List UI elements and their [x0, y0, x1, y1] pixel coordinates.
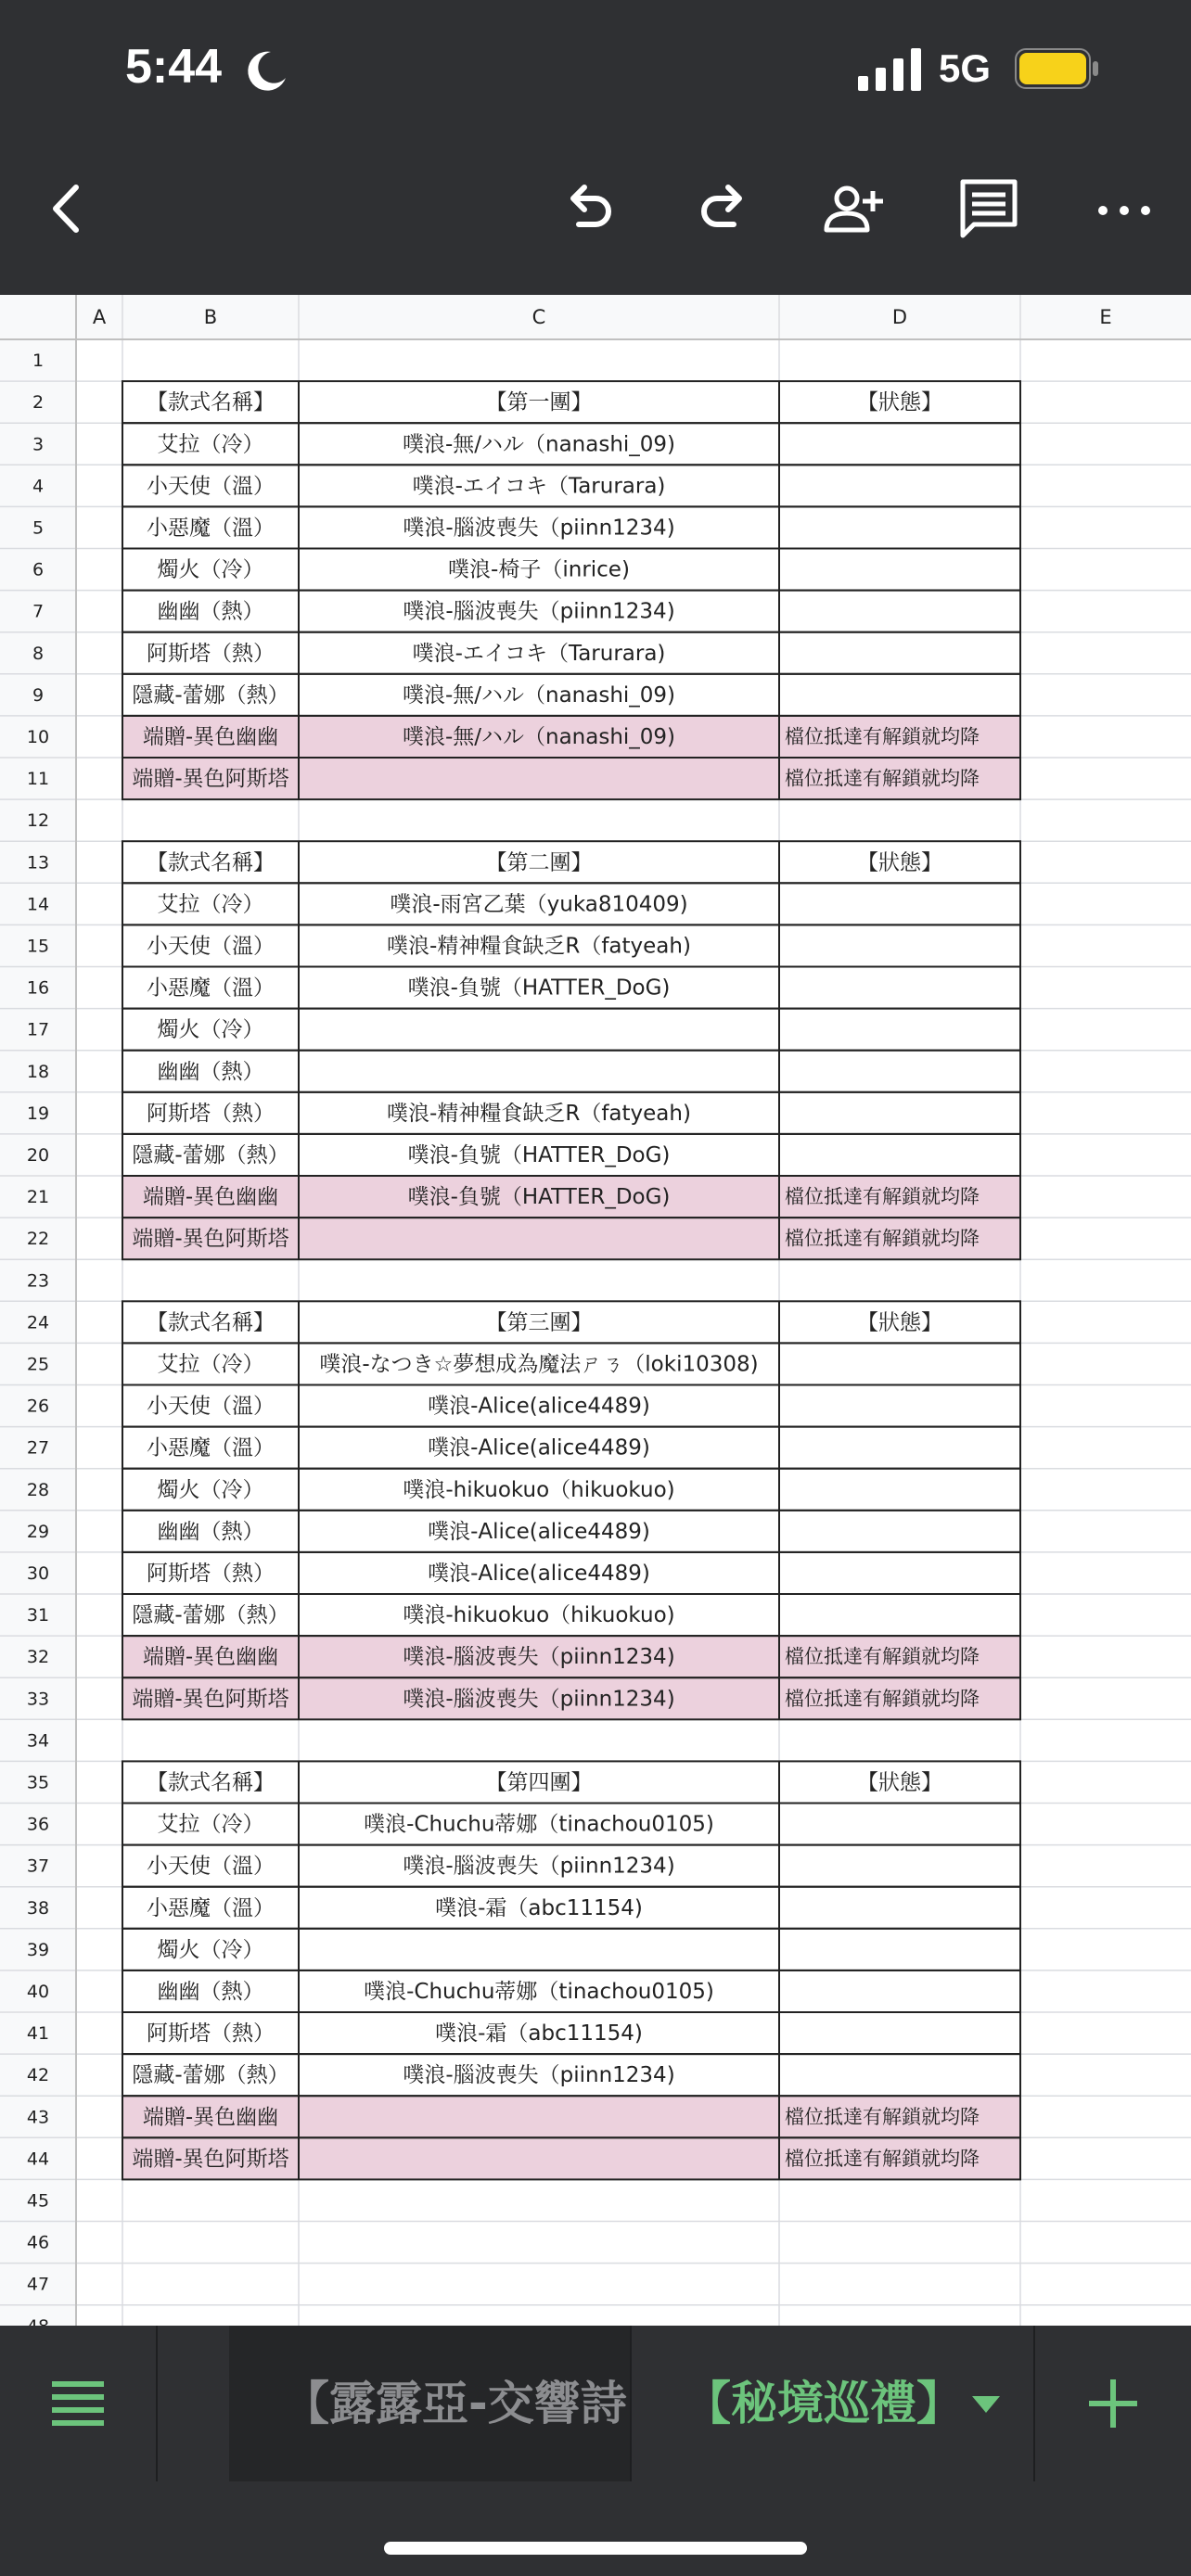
add-sheet-icon[interactable] [1087, 2378, 1139, 2429]
row-number: 45 [26, 2190, 50, 2212]
column-header-c: C [531, 306, 546, 328]
spreadsheet-grid[interactable] [0, 295, 1191, 2326]
row-number: 46 [26, 2232, 50, 2253]
cell-c: 噗浪-腦波喪失（piinn1234) [403, 2063, 675, 2088]
row-number: 28 [26, 1479, 50, 1500]
cell-b: 艾拉（冷） [157, 1352, 264, 1377]
cell-c: 噗浪-負號（HATTER_DoG) [407, 1142, 671, 1167]
cell-b: 隱藏-蕾娜（熱） [132, 1142, 289, 1167]
cell-c: 噗浪-Chuchu蒂娜（tinachou0105) [364, 1812, 714, 1837]
cell-c: 【第一團】 [485, 390, 593, 415]
cell-b: 小天使（溫） [147, 474, 275, 499]
cell-c: 噗浪-負號（HATTER_DoG) [407, 976, 671, 1001]
cell-c: 【第二團】 [485, 850, 593, 875]
row-number: 27 [26, 1437, 50, 1459]
row-number: 25 [26, 1354, 50, 1375]
cell-b: 【款式名稱】 [147, 1770, 275, 1795]
cell-b: 燭火（冷） [157, 557, 264, 582]
more-icon[interactable] [1092, 176, 1157, 241]
cell-b: 端贈-異色阿斯塔 [132, 1227, 289, 1252]
cell-b: 【款式名稱】 [147, 850, 275, 875]
cell-b: 阿斯塔（熱） [147, 641, 275, 666]
comment-icon[interactable] [957, 176, 1022, 241]
row-number: 31 [26, 1605, 50, 1626]
column-header-a: A [92, 306, 107, 328]
highlight-cell [299, 2096, 779, 2137]
row-number: 47 [26, 2274, 50, 2295]
cell-b: 小惡魔（溫） [147, 1895, 275, 1920]
row-number: 13 [26, 852, 50, 874]
row-number: 6 [32, 559, 45, 580]
cell-c: 噗浪-なつき☆夢想成為魔法ㄕㄋ（loki10308) [319, 1352, 759, 1377]
row-number: 20 [26, 1144, 50, 1166]
row-number: 44 [26, 2149, 50, 2170]
cell-b: 小天使（溫） [147, 1854, 275, 1879]
cell-b: 燭火（冷） [157, 1017, 264, 1042]
cell-b: 隱藏-蕾娜（熱） [132, 2063, 289, 2088]
row-number: 9 [32, 684, 45, 706]
top-bar [0, 0, 1191, 295]
cell-b: 端贈-異色幽幽 [142, 724, 279, 749]
cell-b: 燭火（冷） [157, 1477, 264, 1502]
row-number: 5 [32, 517, 45, 539]
row-number: 40 [26, 1981, 50, 2002]
row-number: 35 [26, 1772, 50, 1793]
cell-d: 【狀態】 [857, 1310, 942, 1335]
cell-b: 隱藏-蕾娜（熱） [132, 1603, 289, 1628]
cell-b: 阿斯塔（熱） [147, 1101, 275, 1126]
highlight-cell [299, 2137, 779, 2179]
row-number: 10 [26, 726, 50, 747]
cell-b: 端贈-異色阿斯塔 [132, 2147, 289, 2172]
row-number: 16 [26, 977, 50, 999]
row-number: 41 [26, 2023, 50, 2045]
row-number: 37 [26, 1855, 50, 1877]
tab-lulua[interactable] [229, 2326, 630, 2481]
moon-icon [243, 46, 291, 95]
status-time: 5:44 [125, 40, 223, 94]
row-number: 24 [26, 1312, 50, 1333]
row-number: 23 [26, 1270, 50, 1292]
row-number: 19 [26, 1103, 50, 1124]
cell-c: 噗浪-負號（HATTER_DoG) [407, 1185, 671, 1210]
row-number: 38 [26, 1897, 50, 1919]
tab-separator [1033, 2326, 1035, 2481]
cell-b: 端贈-異色幽幽 [142, 2105, 279, 2130]
bottom-bar [0, 2326, 1191, 2576]
cell-c: 噗浪-hikuokuo（hikuokuo) [403, 1477, 675, 1502]
row-number: 39 [26, 1939, 50, 1960]
row-number: 17 [26, 1019, 50, 1040]
row-number: 42 [26, 2065, 50, 2086]
cell-b: 小天使（溫） [147, 934, 275, 959]
cell-c: 噗浪-無/ハル（nanashi_09) [402, 682, 676, 708]
sheets-list-icon[interactable] [50, 2378, 106, 2429]
dropdown-caret-icon[interactable] [970, 2394, 1002, 2415]
cell-c: 噗浪-無/ハル（nanashi_09) [402, 432, 676, 457]
row-number: 30 [26, 1562, 50, 1584]
highlight-cell [299, 758, 779, 799]
cell-c: 噗浪-エイコキ（Tarurara) [412, 474, 666, 499]
cell-c: 噗浪-精神糧食缺乏R（fatyeah) [387, 1101, 691, 1126]
tab-label: 【露露亞-交響詩 [283, 2377, 627, 2430]
cell-b: 幽幽（熱） [157, 1979, 264, 2004]
cell-b: 幽幽（熱） [157, 1059, 264, 1084]
home-indicator [384, 2542, 807, 2555]
row-number: 22 [26, 1229, 50, 1250]
cell-c: 噗浪-腦波喪失（piinn1234) [403, 1854, 675, 1879]
cell-d: 【狀態】 [857, 390, 942, 415]
tab-separator [630, 2326, 632, 2481]
row-number: 1 [32, 351, 45, 372]
cell-c: 噗浪-hikuokuo（hikuokuo) [403, 1603, 675, 1628]
column-header-bar [0, 295, 1191, 339]
cell-b: 小天使（溫） [147, 1394, 275, 1419]
column-header-b: B [203, 306, 218, 328]
cell-c: 噗浪-Alice(alice4489) [428, 1394, 650, 1419]
cell-b: 小惡魔（溫） [147, 976, 275, 1001]
cell-b: 幽幽（熱） [157, 599, 264, 624]
cell-c: 噗浪-霜（abc11154) [435, 1895, 643, 1920]
sheet-tabs [0, 2326, 1191, 2481]
cell-d: 檔位抵達有解鎖就均降 [785, 1227, 980, 1250]
cell-b: 端贈-異色幽幽 [142, 1185, 279, 1210]
row-number: 12 [26, 810, 50, 832]
cell-c: 【第三團】 [485, 1310, 593, 1335]
row-number: 15 [26, 936, 50, 957]
cell-b: 【款式名稱】 [147, 390, 275, 415]
cell-d: 【狀態】 [857, 1770, 942, 1795]
cell-d: 檔位抵達有解鎖就均降 [785, 1687, 980, 1710]
row-number: 34 [26, 1730, 50, 1752]
row-number: 2 [32, 392, 45, 414]
cell-c: 噗浪-精神糧食缺乏R（fatyeah) [387, 934, 691, 959]
cell-c: 噗浪-Alice(alice4489) [428, 1435, 650, 1460]
cell-d: 【狀態】 [857, 850, 942, 875]
row-number: 43 [26, 2107, 50, 2128]
cell-c: 噗浪-腦波喪失（piinn1234) [403, 599, 675, 624]
cell-c: 噗浪-Chuchu蒂娜（tinachou0105) [364, 1979, 714, 2004]
cell-b: 阿斯塔（熱） [147, 1561, 275, 1586]
row-number: 21 [26, 1187, 50, 1208]
cell-b: 燭火（冷） [157, 1937, 264, 1962]
cell-c: 噗浪-Alice(alice4489) [428, 1519, 650, 1544]
cell-d: 檔位抵達有解鎖就均降 [785, 2105, 980, 2128]
row-number: 11 [26, 769, 50, 790]
tab-secret-realm[interactable]: 【秘境巡禮】 [685, 2377, 963, 2430]
row-number: 29 [26, 1521, 50, 1542]
cell-c: 噗浪-腦波喪失（piinn1234) [403, 1687, 675, 1712]
cell-c: 噗浪-椅子（inrice) [448, 557, 630, 582]
cell-b: 小惡魔（溫） [147, 1435, 275, 1460]
cell-c: 噗浪-霜（abc11154) [435, 2021, 643, 2047]
row-number: 4 [32, 476, 45, 497]
undo-icon[interactable] [557, 176, 621, 241]
cell-d: 檔位抵達有解鎖就均降 [785, 2147, 980, 2170]
row-number: 8 [32, 643, 45, 664]
cell-c: 噗浪-雨宮乙葉（yuka810409) [390, 892, 688, 917]
network-type: 5G [939, 46, 992, 90]
cell-b: 端贈-異色阿斯塔 [132, 1687, 289, 1712]
sheet-canvas[interactable] [0, 295, 1191, 2326]
cell-b: 端贈-異色幽幽 [142, 1645, 279, 1670]
row-number: 18 [26, 1061, 50, 1082]
column-header-e: E [1099, 306, 1112, 328]
cell-c: 【第四團】 [485, 1770, 593, 1795]
cell-b: 艾拉（冷） [157, 1812, 264, 1837]
cell-c: 噗浪-Alice(alice4489) [428, 1561, 650, 1586]
signal-icon [858, 48, 923, 91]
column-header-d: D [891, 306, 908, 328]
cell-c: 噗浪-腦波喪失（piinn1234) [403, 1645, 675, 1670]
row-number: 3 [32, 434, 45, 455]
highlight-cell [299, 1218, 779, 1259]
row-number: 14 [26, 894, 50, 915]
cell-d: 檔位抵達有解鎖就均降 [785, 767, 980, 790]
cell-c: 噗浪-エイコキ（Tarurara) [412, 641, 666, 666]
cell-b: 小惡魔（溫） [147, 516, 275, 541]
battery-icon [1015, 48, 1100, 89]
cell-d: 檔位抵達有解鎖就均降 [785, 1645, 980, 1668]
cell-b: 艾拉（冷） [157, 432, 264, 457]
cell-d: 檔位抵達有解鎖就均降 [785, 1185, 980, 1208]
row-number: 7 [32, 601, 45, 622]
tab-separator [156, 2326, 158, 2481]
row-number: 26 [26, 1396, 50, 1417]
cell-c: 噗浪-腦波喪失（piinn1234) [403, 516, 675, 541]
row-header-bar [0, 295, 76, 2326]
row-number: 36 [26, 1814, 50, 1835]
cell-b: 艾拉（冷） [157, 892, 264, 917]
cell-b: 【款式名稱】 [147, 1310, 275, 1335]
cell-b: 幽幽（熱） [157, 1519, 264, 1544]
cell-c: 噗浪-無/ハル（nanashi_09) [402, 724, 676, 749]
cell-b: 端贈-異色阿斯塔 [132, 767, 289, 792]
cell-b: 阿斯塔（熱） [147, 2021, 275, 2047]
cell-d: 檔位抵達有解鎖就均降 [785, 725, 980, 748]
back-arrow-icon[interactable] [33, 176, 98, 241]
redo-icon[interactable] [691, 176, 756, 241]
row-number: 32 [26, 1647, 50, 1668]
cell-b: 隱藏-蕾娜（熱） [132, 682, 289, 708]
row-number: 33 [26, 1689, 50, 1710]
add-person-icon[interactable] [821, 176, 886, 241]
